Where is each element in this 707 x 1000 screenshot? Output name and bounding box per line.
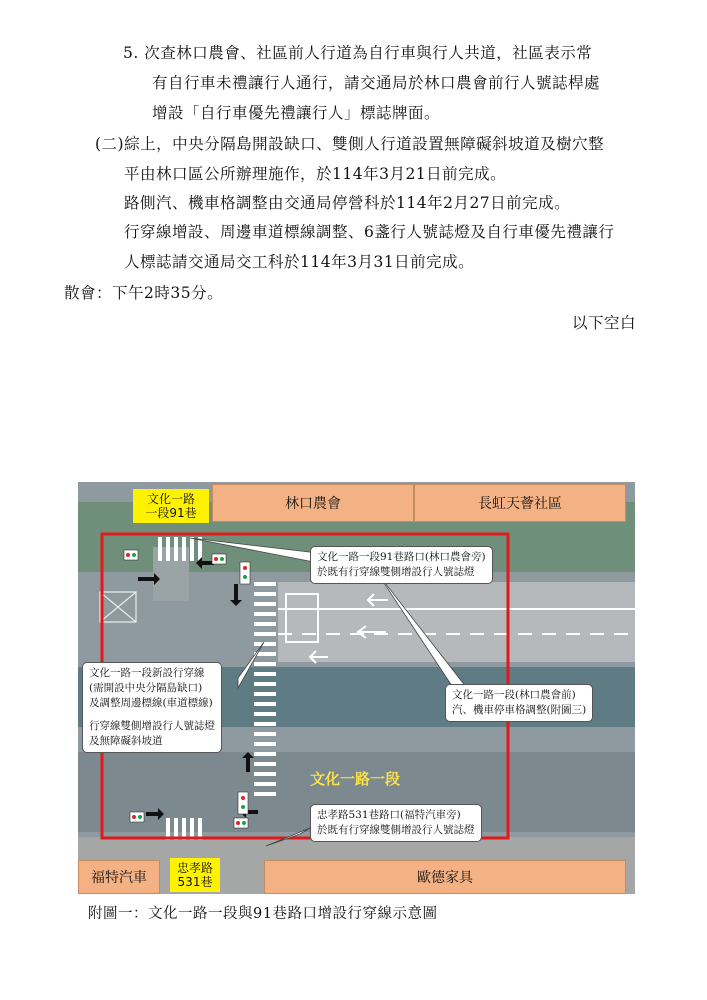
callout-left-spacer (89, 711, 215, 719)
callout-right-line-2: 汽、機車停車格調整(附圖三) (452, 704, 587, 716)
label-oude-furniture (264, 860, 626, 894)
tag-lane-531-line-2: 531巷 (177, 875, 213, 889)
callout-right-line-1: 文化一路一段(林口農會前) (452, 689, 576, 701)
callout-left-line-3: 及調整周邊標線(車道標線) (89, 697, 213, 709)
summary-line-4: 行穿線增設、周邊車道標線調整、6盞行人號誌燈及自行車優先禮讓行 (124, 223, 615, 241)
tag-lane-91 (133, 489, 209, 523)
label-changhong-community-text: 長虹天薈社區 (478, 496, 562, 512)
meeting-end-line: 散會：下午2時35分。 (64, 284, 224, 302)
item-5-line-3: 增設「自行車優先禮讓行人」標誌牌面。 (152, 104, 441, 122)
callout-top-line-2: 於既有行穿線雙側增設行人號誌燈 (317, 566, 475, 578)
callout-left-line-1: 文化一路一段新設行穿線 (89, 667, 205, 679)
callout-left-line-5: 行穿線雙側增設行人號誌燈 (89, 720, 215, 732)
summary-line-2: 平由林口區公所辦理施作，於114年3月21日前完成。 (124, 165, 507, 183)
label-oude-furniture-text: 歐德家具 (417, 870, 473, 886)
label-linkou-farmers-association (212, 484, 414, 522)
callout-bottom-line-2: 於既有行穿線雙側增設行人號誌燈 (317, 824, 475, 836)
tag-lane-91-line-1: 文化一路 (146, 492, 195, 506)
item-5-line-2: 有自行車未禮讓行人通行，請交通局於林口農會前行人號誌桿處 (152, 74, 601, 92)
label-linkou-farmers-association-text: 林口農會 (285, 496, 341, 512)
summary-line-3: 路側汽、機車格調整由交通局停營科於114年2月27日前完成。 (124, 194, 571, 212)
item-5-line-1: 5. 次查林口農會、社區前人行道為自行車與行人共道，社區表示常 (123, 44, 593, 62)
label-ford-motors-text: 福特汽車 (91, 870, 147, 886)
summary-line-1: (二)綜上，中央分隔島開設缺口、雙側人行道設置無障礙斜坡道及樹穴整 (95, 135, 605, 153)
callout-left-line-6: 及無障礙斜坡道 (89, 735, 163, 747)
summary-line-5: 人標誌請交通局交工科於114年3月31日前完成。 (124, 253, 475, 271)
callout-left-line-2: (需開設中央分隔島缺口) (89, 682, 203, 694)
tag-lane-531-line-1: 忠孝路 (176, 861, 213, 875)
intersection-diagram (78, 482, 635, 894)
callout-parking-adjustment (445, 684, 593, 722)
callout-new-crosswalk (82, 662, 222, 753)
callout-zhongxiao-lane-531 (310, 804, 482, 842)
figure-caption: 附圖一：文化一路一段與91巷路口增設行穿線示意圖 (88, 906, 438, 922)
blank-below-note: 以下空白 (572, 314, 637, 332)
callout-top-line-1: 文化一路一段91巷路口(林口農會旁) (317, 551, 486, 563)
road-name-wenhua-1st-road-sec1: 文化一路一段 (310, 770, 401, 788)
callout-lane-91-intersection (310, 546, 493, 584)
label-changhong-community (414, 484, 626, 522)
callout-bottom-line-1: 忠孝路531巷路口(福特汽車旁) (317, 809, 461, 821)
tag-lane-91-line-2: 一段91巷 (145, 506, 197, 520)
label-ford-motors (78, 860, 160, 894)
tag-lane-531 (170, 858, 220, 892)
